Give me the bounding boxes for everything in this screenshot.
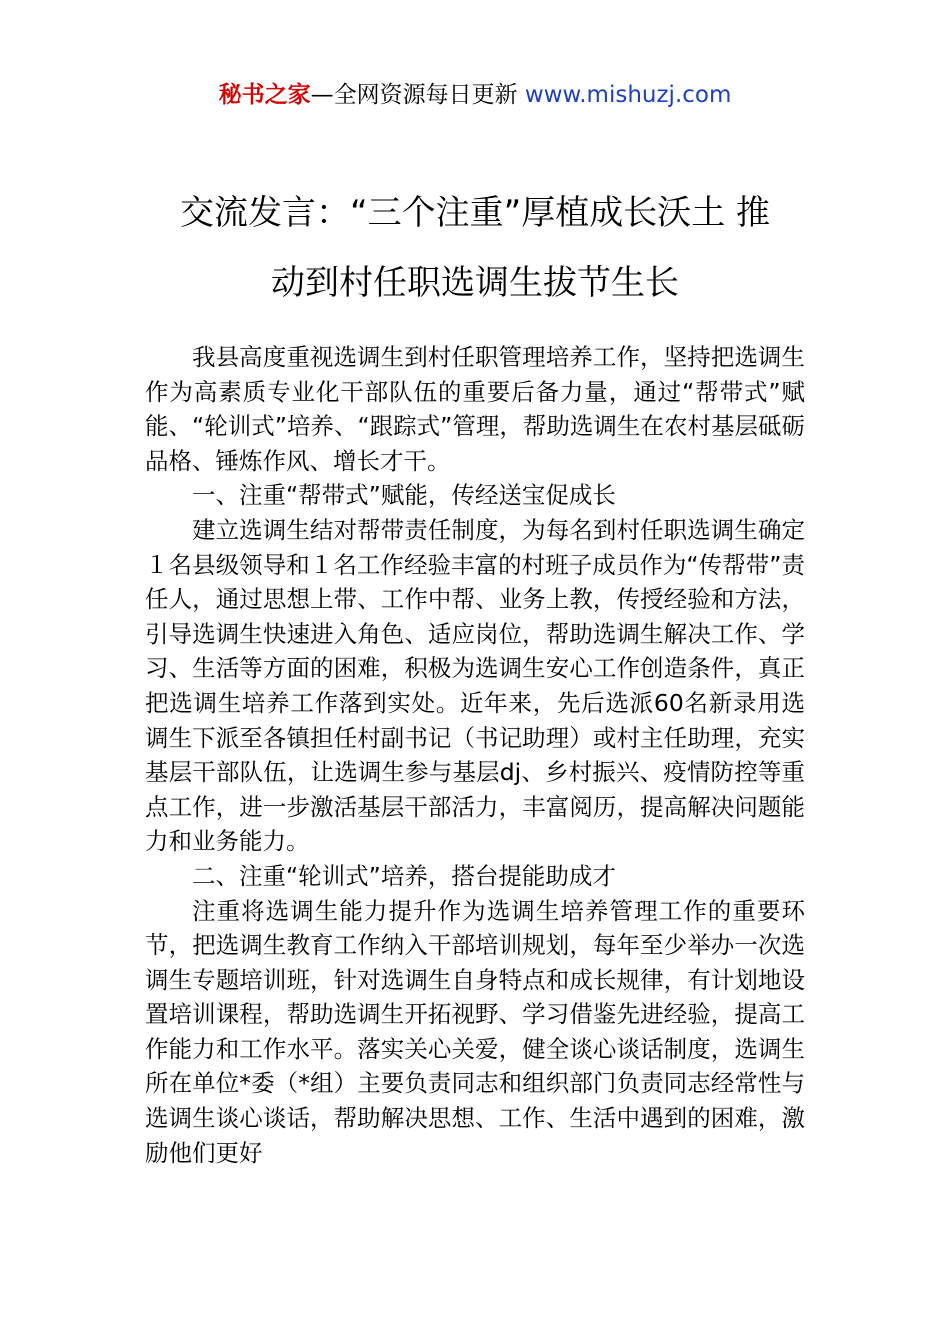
document-body [145, 340, 805, 1170]
site-header [0, 80, 950, 110]
intro-paragraph: 我县高度重视选调生到村任职管理培养工作，坚持把选调生作为高素质专业化干部队伍的重要后备力量，通过“帮带式”赋能、“轮训式”培养、“跟踪式”管理，帮助选调生在农村基层砥砺品格、锤炼作风、增长才干。 [145, 343, 805, 475]
site-tagline: —全网资源每日更新 [310, 82, 525, 108]
section-2-paragraph: 注重将选调生能力提升作为选调生培养管理工作的重要环节，把选调生教育工作纳入干部培训规划，每年至少举办一次选调生专题培训班，针对选调生自身特点和成长规律，有计划地设置培训课程，帮助选调生开拓视野、学习借鉴先进经验，提高工作能力和工作水平。落实关心关爱，健全谈心谈话制度，选调生所在单位*委（*组）主要负责同志和组织部门负责同志经常性与选调生谈心谈话，帮助解决思想、工作、生活中遇到的困难，激励他们更好 [145, 896, 805, 1167]
document-title [145, 178, 805, 318]
section-1-paragraph: 建立选调生结对帮带责任制度，为每名到村任职选调生确定１名县级领导和１名工作经验丰富的村班子成员作为“传帮带”责任人，通过思想上带、工作中帮、业务上教，传授经验和方法，引导选调生快速进入角色、适应岗位，帮助选调生解决工作、学习、生活等方面的困难，积极为选调生安心工作创造条件，真正把选调生培养工作落到实处。近年来，先后选派60名新录用选调生下派至各镇担任村副书记（书记助理）或村主任助理，充实基层干部队伍，让选调生参与基层dj、乡村振兴、疫情防控等重点工作，进一步激活基层干部活力，丰富阅历，提高解决问题能力和业务能力。 [145, 515, 805, 856]
document-title-line-1: 交流发言：“三个注重”厚植成长沃土 推 [179, 193, 771, 233]
document-title-line-2: 动到村任职选调生拔节生长 [271, 263, 679, 303]
section-heading-2: 二、注重“轮训式”培养，搭台提能助成才 [192, 861, 616, 890]
site-url-link[interactable]: www.mishuzj.com [524, 82, 732, 108]
section-heading-1: 一、注重“帮带式”赋能，传经送宝促成长 [192, 481, 616, 510]
site-brand: 秘书之家 [218, 82, 311, 108]
